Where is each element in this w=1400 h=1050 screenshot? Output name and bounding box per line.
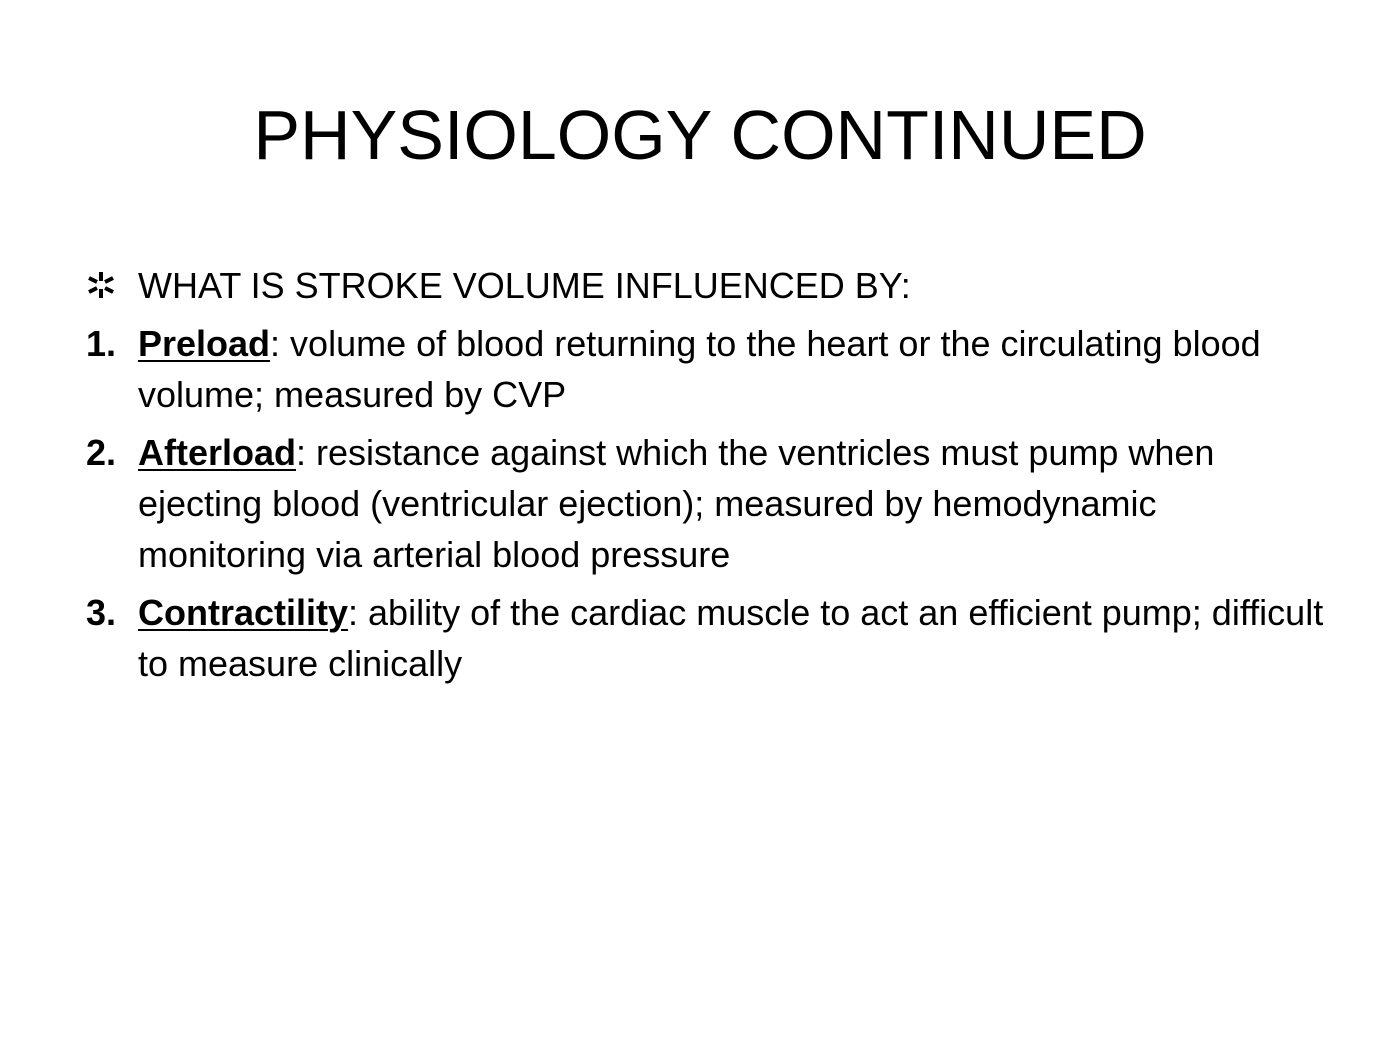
- slide-title: PHYSIOLOGY CONTINUED: [253, 96, 1147, 174]
- list-number: 3.: [86, 592, 117, 633]
- definition-afterload: : resistance against which the ventricles must pump when ejecting blood (ventricular ejection); measured by hemodynamic monitoring via arterial blood pressure: [138, 432, 1215, 575]
- term-afterload: Afterload: [138, 432, 297, 473]
- definition-preload: : volume of blood returning to the heart or the circulating blood volume; measured by CVP: [138, 323, 1261, 415]
- list-number: 2.: [86, 432, 117, 473]
- list-item-preload: [86, 318, 1326, 420]
- slide-content: [86, 260, 1326, 696]
- intro-bullet: [86, 260, 1326, 311]
- list-item-afterload: [86, 427, 1326, 580]
- term-preload: Preload: [138, 323, 271, 364]
- list-item-contractility: [86, 587, 1326, 689]
- intro-text: WHAT IS STROKE VOLUME INFLUENCED BY:: [138, 265, 911, 306]
- list-number: 1.: [86, 323, 117, 364]
- term-contractility: Contractility: [138, 592, 349, 633]
- definition-contractility: : ability of the cardiac muscle to act an efficient pump; difficult to measure clinically: [138, 592, 1324, 684]
